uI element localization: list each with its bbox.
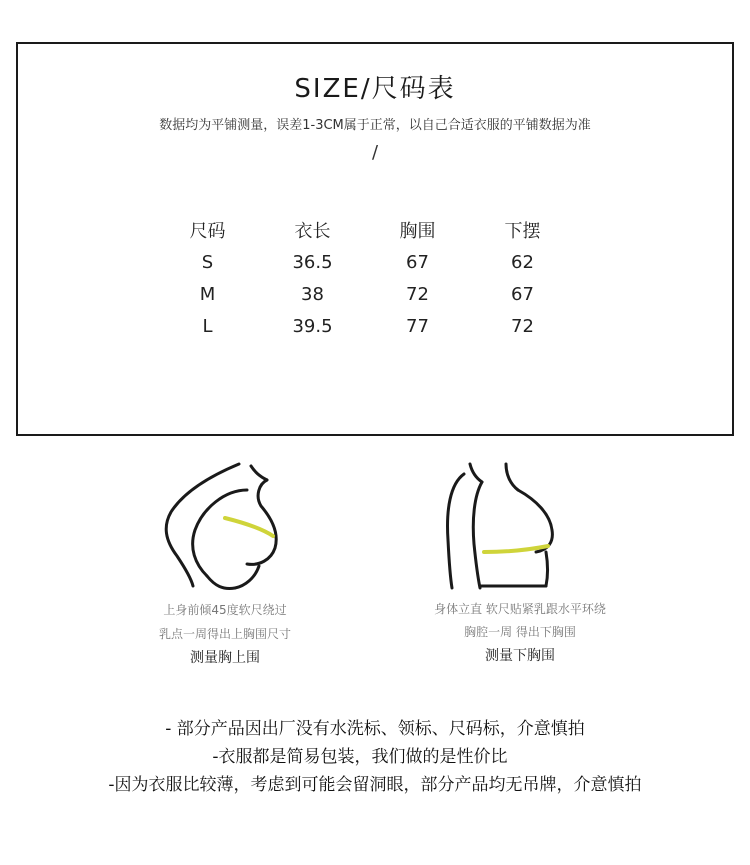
cell-size: S [201, 251, 214, 273]
cell-length: 36.5 [292, 251, 333, 273]
cell-hem: 62 [511, 251, 534, 273]
cell-size: M [199, 283, 216, 305]
table-row [155, 310, 575, 342]
header-size: 尺码 [189, 221, 226, 242]
header-bust: 胸围 [399, 221, 436, 242]
upper-bust-instruction-line1: 上身前倾45度软尺绕过 [163, 603, 287, 617]
size-table [155, 214, 575, 342]
upper-bust-label: 测量胸上围 [190, 650, 260, 666]
cell-hem: 67 [511, 283, 534, 305]
under-bust-label: 测量下胸围 [485, 648, 555, 664]
under-bust-instruction-line1: 身体立直 软尺贴紧乳跟水平环绕 [434, 602, 606, 616]
cell-length: 39.5 [292, 315, 333, 337]
note-line-3: -因为衣服比较薄，考虑到可能会留洞眼，部分产品均无吊牌，介意慎拍 [108, 775, 642, 795]
upper-bust-figure-icon [155, 460, 295, 600]
size-chart-title: SIZE/尺码表 [294, 74, 456, 104]
cell-length: 38 [301, 283, 324, 305]
under-bust-instruction-line2: 胸腔一周 得出下胸围 [464, 625, 576, 639]
note-line-2: -衣服都是简易包装，我们做的是性价比 [212, 747, 508, 767]
cell-bust: 77 [406, 315, 429, 337]
cell-hem: 72 [511, 315, 534, 337]
header-hem: 下摆 [504, 221, 541, 242]
table-row [155, 278, 575, 310]
separator-slash: / [371, 142, 379, 163]
cell-bust: 72 [406, 283, 429, 305]
measurement-note: 数据均为平铺测量，误差1-3CM属于正常，以自己合适衣服的平铺数据为准 [159, 118, 591, 133]
under-bust-figure-icon [436, 460, 566, 600]
table-row [155, 246, 575, 278]
cell-bust: 67 [406, 251, 429, 273]
note-line-1: - 部分产品因出厂没有水洗标、领标、尺码标，介意慎拍 [165, 719, 585, 739]
table-header-row [155, 214, 575, 246]
upper-bust-instruction-line2: 乳点一周得出上胸围尺寸 [158, 627, 291, 641]
cell-size: L [202, 315, 213, 337]
header-length: 衣长 [294, 221, 331, 242]
